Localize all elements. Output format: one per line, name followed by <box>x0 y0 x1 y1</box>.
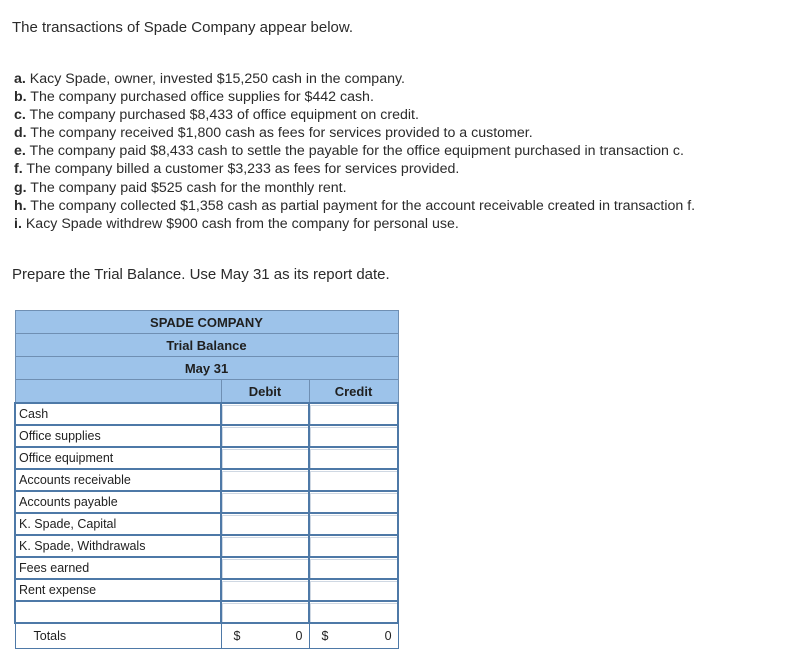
debit-currency-symbol: $ <box>233 629 241 643</box>
transaction-item <box>14 160 695 178</box>
transaction-item <box>14 70 695 88</box>
account-name-cell-blank[interactable] <box>15 601 221 623</box>
account-name-cell[interactable]: Cash <box>15 403 221 425</box>
transaction-text: Kacy Spade, owner, invested $15,250 cash in the company. <box>29 71 405 87</box>
table-row <box>15 579 398 601</box>
transaction-text: The company purchased office supplies for $442 cash. <box>30 89 374 106</box>
transaction-list <box>14 70 695 233</box>
account-name-cell[interactable]: K. Spade, Capital <box>15 513 221 535</box>
transaction-letter: b. <box>14 89 27 106</box>
statement-title: Trial Balance <box>15 334 398 357</box>
company-name: SPADE COMPANY <box>15 311 398 334</box>
debit-total <box>221 623 309 649</box>
report-date: May 31 <box>15 357 398 380</box>
credit-currency-symbol: $ <box>321 629 329 643</box>
credit-column-header: Credit <box>309 380 398 404</box>
debit-total-value: 0 <box>295 629 303 643</box>
account-name-cell[interactable]: Accounts receivable <box>15 469 221 491</box>
account-name-cell[interactable]: Accounts payable <box>15 491 221 513</box>
credit-input[interactable] <box>309 491 398 513</box>
account-name-cell[interactable]: Rent expense <box>15 579 221 601</box>
credit-input[interactable] <box>309 513 398 535</box>
transaction-item <box>14 142 695 160</box>
blank-row <box>15 601 398 623</box>
transaction-item <box>14 124 695 142</box>
totals-label: Totals <box>15 623 221 649</box>
credit-input[interactable] <box>309 579 398 601</box>
intro-text: The transactions of Spade Company appear below. <box>12 19 354 36</box>
totals-row <box>15 623 398 649</box>
table-row <box>15 535 398 557</box>
debit-input[interactable] <box>221 491 309 513</box>
credit-input[interactable] <box>309 447 398 469</box>
transaction-letter: a. <box>14 71 26 87</box>
credit-input[interactable] <box>309 557 398 579</box>
transaction-letter: e. <box>14 143 26 160</box>
debit-input[interactable] <box>221 579 309 601</box>
transaction-letter: d. <box>14 125 27 142</box>
transaction-text: The company paid $525 cash for the monthly rent. <box>30 179 347 196</box>
table-row <box>15 469 398 491</box>
transaction-item <box>14 179 695 197</box>
transaction-letter: h. <box>14 197 27 214</box>
instruction-text: Prepare the Trial Balance. Use May 31 as its report date. <box>12 266 390 283</box>
account-column-header <box>15 380 221 404</box>
transaction-item <box>14 215 695 233</box>
transaction-item <box>14 106 695 124</box>
credit-total <box>309 623 398 649</box>
account-name-cell[interactable]: Office equipment <box>15 447 221 469</box>
credit-input[interactable] <box>309 601 398 623</box>
transaction-text: The company paid $8,433 cash to settle the payable for the office equipment purchased in transaction c. <box>29 143 684 160</box>
transaction-item <box>14 197 695 215</box>
debit-input[interactable] <box>221 513 309 535</box>
transaction-letter: c. <box>14 107 26 124</box>
transaction-item <box>14 88 695 106</box>
credit-input[interactable] <box>309 535 398 557</box>
debit-input[interactable] <box>221 557 309 579</box>
debit-input[interactable] <box>221 403 309 425</box>
transaction-text: The company collected $1,358 cash as partial payment for the account receivable created in transaction f. <box>30 197 696 214</box>
debit-column-header: Debit <box>221 380 309 404</box>
account-name-cell[interactable]: Office supplies <box>15 425 221 447</box>
transaction-letter: f. <box>14 161 23 178</box>
credit-input[interactable] <box>309 403 398 425</box>
trial-balance-table <box>14 310 399 649</box>
table-row <box>15 491 398 513</box>
debit-input[interactable] <box>221 447 309 469</box>
credit-total-value: 0 <box>384 629 392 643</box>
transaction-text: The company billed a customer $3,233 as fees for services provided. <box>26 161 460 178</box>
credit-input[interactable] <box>309 469 398 491</box>
transaction-letter: i. <box>14 215 22 232</box>
transaction-text: The company received $1,800 cash as fees for services provided to a customer. <box>30 125 533 142</box>
table-row <box>15 557 398 579</box>
transaction-letter: g. <box>14 179 27 196</box>
debit-input[interactable] <box>221 469 309 491</box>
debit-input[interactable] <box>221 601 309 623</box>
transaction-text: Kacy Spade withdrew $900 cash from the company for personal use. <box>25 215 459 232</box>
table-row <box>15 425 398 447</box>
table-row <box>15 447 398 469</box>
table-row <box>15 513 398 535</box>
transaction-text: The company purchased $8,433 of office equipment on credit. <box>29 107 419 124</box>
account-name-cell[interactable]: Fees earned <box>15 557 221 579</box>
debit-input[interactable] <box>221 425 309 447</box>
debit-input[interactable] <box>221 535 309 557</box>
account-name-cell[interactable]: K. Spade, Withdrawals <box>15 535 221 557</box>
table-row <box>15 403 398 425</box>
credit-input[interactable] <box>309 425 398 447</box>
